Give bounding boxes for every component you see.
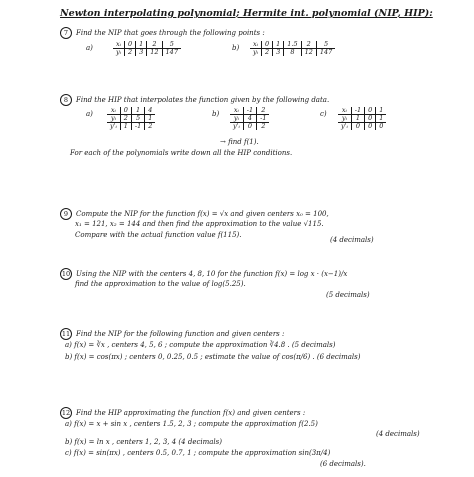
problem-number-7: 7 bbox=[60, 27, 72, 39]
problem-9-line2: x₁ = 121, x₂ = 144 and then find the approximation to the value √115. bbox=[75, 220, 324, 228]
p8-a-table bbox=[107, 107, 155, 130]
table-cell: 5 bbox=[131, 115, 144, 123]
table-cell: 2 bbox=[145, 123, 156, 131]
problem-7-text: Find the NIP that goes through the following points : bbox=[76, 29, 265, 37]
problem-12-line4-note: (6 decimals). bbox=[320, 460, 366, 468]
table-row bbox=[113, 49, 181, 57]
table-cell: 2 bbox=[147, 41, 162, 49]
problem-9-line3: Compare with the actual function value f(115). bbox=[75, 231, 242, 239]
table-cell: 0 bbox=[365, 115, 376, 123]
p7-b-label: b) bbox=[232, 44, 240, 52]
table-cell: 1 bbox=[273, 41, 284, 49]
p7-b-table bbox=[250, 41, 335, 56]
table-cell: 12 bbox=[147, 49, 162, 57]
table-cell: y'ᵢ bbox=[341, 122, 348, 130]
problem-9-note: (4 decimals) bbox=[330, 236, 374, 244]
table-row bbox=[338, 123, 386, 131]
table-cell: 0 bbox=[243, 123, 256, 131]
table-cell: 2 bbox=[257, 123, 270, 131]
table-cell: 147 bbox=[162, 49, 181, 57]
problem-9-line1: Compute the NIP for the function f(x) = √x and given centers x₀ = 100, bbox=[76, 210, 329, 218]
table-cell: 0 bbox=[124, 41, 135, 49]
table-cell: yᵢ bbox=[107, 115, 120, 123]
problem-10-line2: find the approximation to the value of log(5.25). bbox=[75, 280, 246, 288]
p8-c-label: c) bbox=[320, 110, 327, 118]
table-cell: -1 bbox=[257, 115, 270, 123]
problem-11-prompt bbox=[60, 328, 284, 340]
p8-b-table bbox=[230, 107, 269, 130]
table-cell: 1 bbox=[376, 115, 387, 123]
problem-12-line2: a) f(x) = x + sin x , centers 1.5, 2, 3 ; compute the approximation f(2.5) bbox=[65, 420, 318, 428]
table-cell: 0 bbox=[261, 41, 272, 49]
problem-11-line3: b) f(x) = cos(πx) ; centers 0, 0.25, 0.5 ; estimate the value of cos(π/6) . (6 decimals) bbox=[65, 353, 361, 361]
p8-a-label: a) bbox=[86, 110, 93, 118]
table-cell: 1 bbox=[145, 115, 156, 123]
table-cell: 1.5 bbox=[284, 41, 301, 49]
problem-10-note: (5 decimals) bbox=[326, 291, 370, 299]
p7-a-table bbox=[113, 41, 181, 56]
problem-number-12: 12 bbox=[61, 409, 71, 417]
problem-12-line1: Find the HIP approximating the function f(x) and given centers : bbox=[76, 409, 306, 417]
problem-10-line1: Using the NIP with the centers 4, 8, 10 for the function f(x) = log x · (x−1)/x bbox=[76, 270, 348, 278]
table-cell: xᵢ bbox=[107, 107, 120, 115]
table-cell: -1 bbox=[131, 123, 144, 131]
problem-7-prompt bbox=[60, 27, 265, 39]
table-cell: -1 bbox=[351, 107, 364, 115]
table-cell: xᵢ bbox=[230, 107, 243, 115]
table-cell: 2 bbox=[301, 41, 316, 49]
table-cell: xᵢ bbox=[250, 41, 261, 49]
table-cell: 2 bbox=[261, 49, 272, 57]
table-cell: 2 bbox=[257, 107, 270, 115]
page-title: Newton interpolating polynomial; Hermite int. polynomial (NIP, HIP): bbox=[60, 8, 433, 19]
table-cell: -1 bbox=[243, 107, 256, 115]
table-cell: xᵢ bbox=[338, 107, 351, 115]
problem-11-line2: a) f(x) = ∛x , centers 4, 5, 6 ; compute the approximation ∛4.8 . (5 decimals) bbox=[65, 341, 336, 349]
table-cell: yᵢ bbox=[116, 48, 121, 56]
problem-10-prompt bbox=[60, 268, 347, 280]
table-cell: y'ᵢ bbox=[233, 122, 240, 130]
table-cell: 3 bbox=[136, 49, 147, 57]
table-cell: 0 bbox=[365, 123, 376, 131]
problem-number-11: 11 bbox=[61, 330, 71, 338]
table-cell: 0 bbox=[120, 107, 131, 115]
problem-12-line4: c) f(x) = sin(πx) , centers 0.5, 0.7, 1 ; compute the approximation sin(3π/4) bbox=[65, 449, 331, 457]
table-cell: 1 bbox=[136, 41, 147, 49]
problem-number-10: 10 bbox=[61, 270, 71, 278]
table-cell: 12 bbox=[301, 49, 316, 57]
p7-a-label: a) bbox=[86, 44, 93, 52]
problem-12-prompt bbox=[60, 407, 305, 419]
problem-12-line3: b) f(x) = ln x , centers 1, 2, 3, 4 (4 decimals) bbox=[65, 438, 222, 446]
table-cell: 0 bbox=[376, 123, 387, 131]
table-row bbox=[250, 49, 335, 57]
table-cell: 1 bbox=[131, 107, 144, 115]
problem-8-text: Find the HIP that interpolates the function given by the following data. bbox=[76, 96, 330, 104]
table-cell: 5 bbox=[162, 41, 181, 49]
table-cell: 8 bbox=[284, 49, 301, 57]
table-cell: 4 bbox=[243, 115, 256, 123]
p8-footer: For each of the polynomials write down all the HIP conditions. bbox=[70, 149, 293, 157]
p8-find: → find f(1). bbox=[220, 138, 259, 146]
p8-c-table bbox=[338, 107, 386, 130]
table-cell: 1 bbox=[376, 107, 387, 115]
table-row bbox=[230, 123, 269, 131]
problem-9-prompt bbox=[60, 208, 329, 220]
table-cell: 0 bbox=[351, 123, 364, 131]
problem-12-line2-note: (4 decimals) bbox=[376, 430, 420, 438]
problem-number-9: 9 bbox=[60, 208, 72, 220]
table-cell: 1 bbox=[120, 123, 131, 131]
table-cell: yᵢ bbox=[253, 48, 258, 56]
table-cell: 2 bbox=[120, 115, 131, 123]
table-cell: 147 bbox=[316, 49, 335, 57]
problem-number-8: 8 bbox=[60, 94, 72, 106]
table-cell: yᵢ bbox=[338, 115, 351, 123]
table-cell: 4 bbox=[145, 107, 156, 115]
table-cell: 2 bbox=[124, 49, 135, 57]
table-cell: 0 bbox=[365, 107, 376, 115]
table-cell: yᵢ bbox=[230, 115, 243, 123]
table-cell: 3 bbox=[273, 49, 284, 57]
table-cell: 1 bbox=[351, 115, 364, 123]
table-cell: 5 bbox=[316, 41, 335, 49]
table-cell: xᵢ bbox=[113, 41, 124, 49]
problem-11-line1: Find the NIP for the following function and given centers : bbox=[76, 330, 285, 338]
p8-b-label: b) bbox=[212, 110, 220, 118]
problem-8-prompt bbox=[60, 94, 329, 106]
table-row bbox=[107, 123, 155, 131]
table-cell: y'ᵢ bbox=[110, 122, 117, 130]
